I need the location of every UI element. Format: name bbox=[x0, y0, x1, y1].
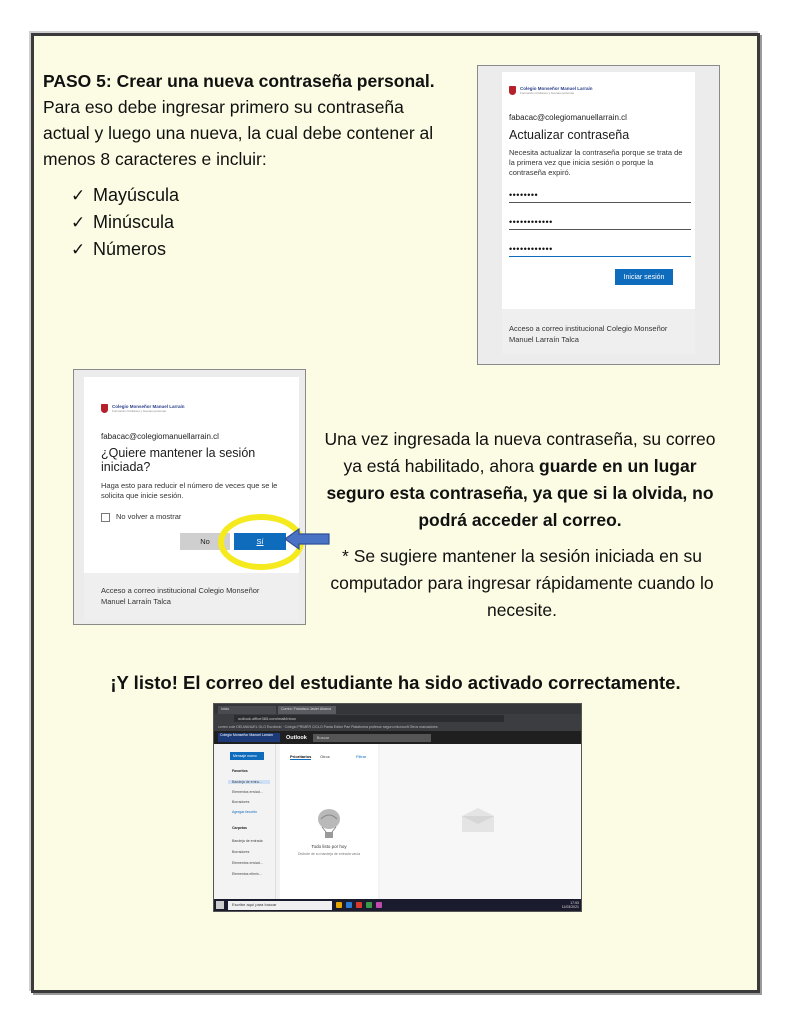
checkmark-icon: ✓ bbox=[71, 186, 86, 205]
tab-focused[interactable]: Prioritarios bbox=[290, 754, 312, 759]
balloon-icon bbox=[316, 808, 342, 840]
dont-show-again-checkbox[interactable]: No volver a mostrar bbox=[101, 512, 181, 522]
checkmark-icon: ✓ bbox=[71, 240, 86, 259]
footer-text: Acceso a correo institucional Colegio Monseñor Manuel Larraín Talca bbox=[101, 586, 260, 606]
requirement-item: ✓ Números bbox=[71, 236, 443, 263]
step5-body: Para eso debe ingresar primero su contraseña actual y luego una nueva, la cual debe contener al menos 8 caracteres e incluir: bbox=[43, 97, 434, 169]
requirement-item: ✓ Mayúscula bbox=[71, 182, 443, 209]
school-logo: Colegio Monseñor Manuel Larraín bbox=[218, 733, 280, 742]
shield-icon bbox=[509, 86, 516, 95]
activation-info: Una vez ingresada la nueva contraseña, su correo ya está habilitado, ahora guarde en un lugar seguro esta contraseña, ya que si la olvida, no podrá acceder al correo. bbox=[324, 429, 716, 530]
keep-signed-in-card bbox=[84, 377, 299, 620]
new-message-button[interactable]: Mensaje nuevo bbox=[230, 752, 264, 760]
outlook-header bbox=[214, 731, 581, 744]
checkbox-icon[interactable] bbox=[101, 513, 110, 522]
message-list bbox=[280, 744, 378, 902]
dialog-footer bbox=[502, 309, 695, 354]
outlook-app-name: Outlook bbox=[286, 734, 307, 741]
account-email: fabacac@colegiomanuellarrain.cl bbox=[509, 113, 627, 122]
favorites-header[interactable]: Favoritos bbox=[232, 769, 248, 773]
dialog-footer bbox=[84, 573, 299, 620]
step5-text bbox=[43, 68, 443, 172]
outlook-body bbox=[214, 744, 582, 902]
sign-in-button[interactable]: Iniciar sesión bbox=[615, 269, 673, 285]
windows-start-icon[interactable] bbox=[216, 901, 224, 909]
outlook-screenshot bbox=[213, 703, 582, 912]
requirements-list bbox=[71, 182, 443, 263]
taskbar-clock: 17:53 11/03/2021 bbox=[561, 901, 579, 909]
filter-button[interactable]: Filtrar bbox=[356, 754, 367, 759]
folder-icon[interactable] bbox=[336, 902, 342, 908]
requirement-item: ✓ Minúscula bbox=[71, 209, 443, 236]
current-password-field[interactable]: •••••••• bbox=[509, 190, 691, 203]
shield-icon bbox=[101, 404, 108, 413]
taskbar-search-input[interactable]: Escribe aquí para buscar bbox=[228, 901, 332, 910]
outlook-search-input[interactable]: Buscar bbox=[313, 734, 431, 742]
dialog-description: Haga esto para reducir el número de veces que se le solicita que inicie sesión. bbox=[101, 481, 278, 500]
step5-title: PASO 5: Crear una nueva contraseña personal. bbox=[43, 71, 435, 91]
checkmark-icon: ✓ bbox=[71, 213, 86, 232]
new-password-field[interactable]: •••••••••••• bbox=[509, 217, 691, 230]
empty-inbox-subtitle: Disfrute de su bandeja de entrada vacía bbox=[297, 852, 361, 856]
yes-button[interactable]: Sí bbox=[234, 533, 286, 550]
app-icon[interactable] bbox=[376, 902, 382, 908]
reading-pane bbox=[380, 744, 582, 902]
session-note: * Se sugiere mantener la sesión iniciada en su computador para ingresar rápidamente cuando lo necesite. bbox=[330, 546, 714, 620]
chrome-icon[interactable] bbox=[356, 902, 362, 908]
bookmarks-bar: correo cole DELMANUEL GLO Escritorio · Colegio PRIMER CICLO Panta Editor Pari Plataforma profesor seguro.microsoft Otros marcadores bbox=[214, 723, 581, 731]
folder-sent-fav[interactable]: Elementos enviad... bbox=[232, 790, 263, 794]
folder-sent[interactable]: Elementos enviad... bbox=[232, 861, 263, 865]
folders-header[interactable]: Carpetas bbox=[232, 826, 247, 830]
dialog-heading: ¿Quiere mantener la sesión iniciada? bbox=[101, 446, 256, 474]
account-email: fabacac@colegiomanuellarrain.cl bbox=[101, 432, 219, 441]
tab-other[interactable]: Otros bbox=[320, 754, 330, 759]
add-favorite-link[interactable]: Agregar favorito bbox=[232, 810, 257, 814]
no-button[interactable]: No bbox=[180, 533, 230, 550]
school-logo: Colegio Monseñor Manuel Larraín Formando Cristianos y buenas personas bbox=[101, 404, 185, 413]
windows-taskbar bbox=[214, 899, 582, 911]
browser-tab[interactable]: Inicio bbox=[218, 706, 276, 714]
folder-pane bbox=[214, 744, 276, 902]
dialog-heading: Actualizar contraseña bbox=[509, 128, 630, 142]
keep-signed-in-screenshot bbox=[73, 369, 306, 625]
browser-tab[interactable]: Correo: Francisco Javier Abarca bbox=[278, 706, 336, 714]
envelope-icon bbox=[460, 806, 496, 834]
empty-inbox-title: Todo listo por hoy bbox=[311, 844, 347, 849]
store-icon[interactable] bbox=[346, 902, 352, 908]
update-password-screenshot bbox=[477, 65, 720, 365]
confirm-password-field[interactable]: •••••••••••• bbox=[509, 244, 691, 257]
folder-inbox[interactable]: Bandeja de entrada bbox=[232, 839, 263, 843]
footer-text: Acceso a correo institucional Colegio Monseñor Manuel Larraín Talca bbox=[509, 324, 668, 344]
step5-block bbox=[43, 68, 443, 263]
folder-inbox-fav[interactable]: Bandeja de entra... bbox=[228, 780, 270, 784]
browser-tab-strip bbox=[214, 704, 581, 714]
folder-deleted[interactable]: Elementos elimin... bbox=[232, 872, 262, 876]
folder-drafts-fav[interactable]: Borradores bbox=[232, 800, 250, 804]
done-title: ¡Y listo! El correo del estudiante ha sido activado correctamente. bbox=[110, 672, 681, 693]
address-bar[interactable]: outlook.office365.com/mail/inbox bbox=[214, 714, 581, 723]
folder-drafts[interactable]: Borradores bbox=[232, 850, 250, 854]
dialog-description: Necesita actualizar la contraseña porque se trata de la primera vez que inicia sesión o porque la contraseña expiró. bbox=[509, 148, 683, 177]
school-logo: Colegio Monseñor Manuel Larraín Formando Cristianos y buenas personas bbox=[509, 86, 593, 95]
update-password-card bbox=[502, 72, 695, 354]
app-icon[interactable] bbox=[366, 902, 372, 908]
password-warning: guarde en un lugar seguro esta contraseña, ya que si la olvida, no podrá acceder al correo. bbox=[326, 456, 714, 530]
